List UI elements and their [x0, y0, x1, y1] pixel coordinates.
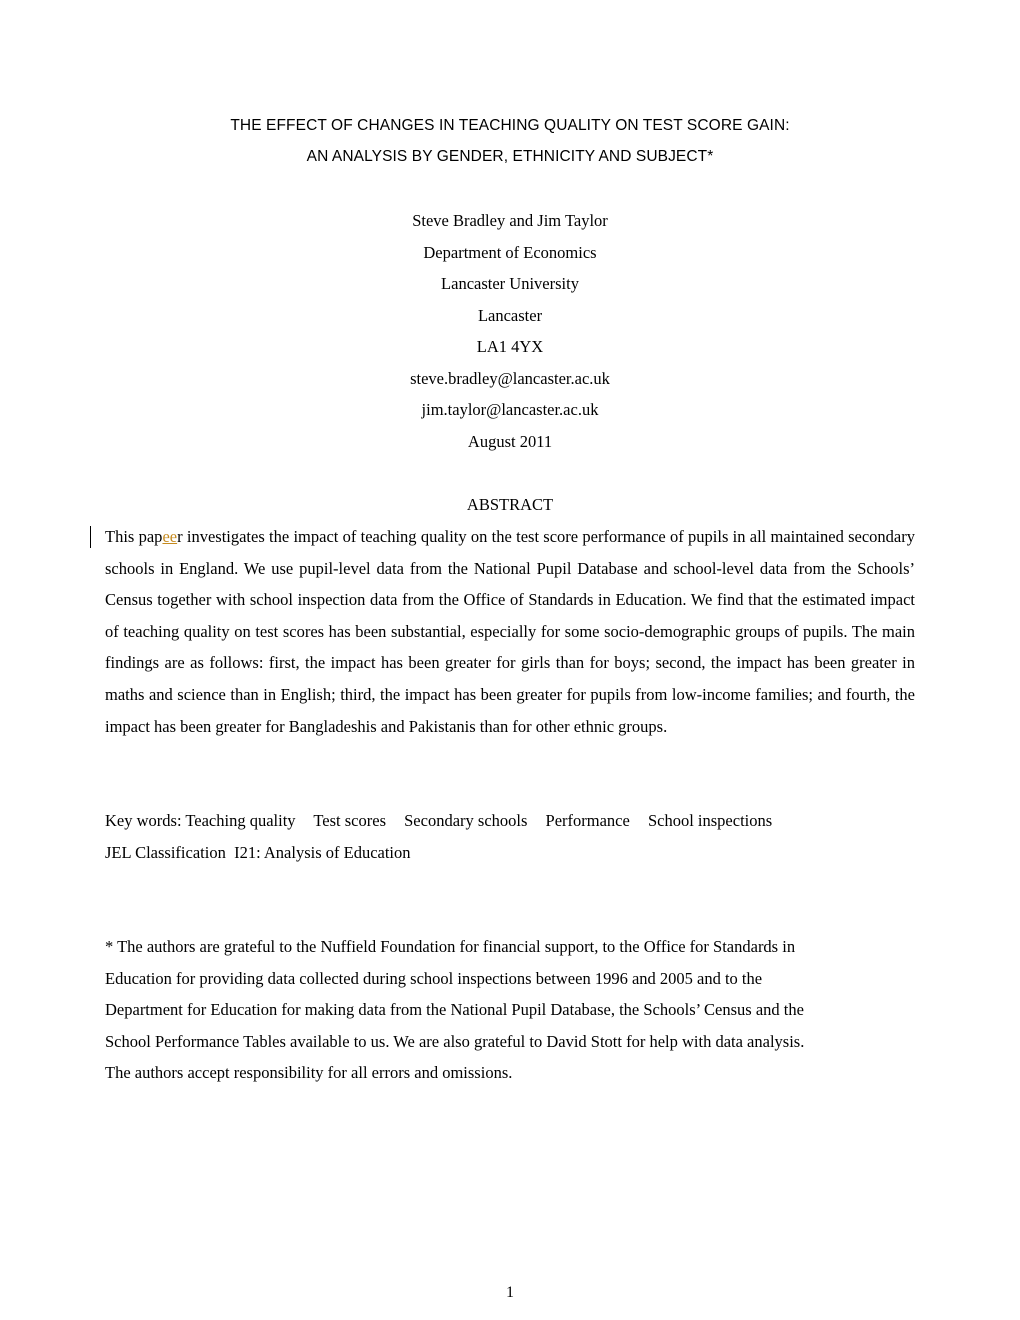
- paper-title-line-1: THE EFFECT OF CHANGES IN TEACHING QUALITY ON TEST SCORE GAIN:: [230, 117, 790, 134]
- jel-code: I21: Analysis of Education: [234, 843, 411, 862]
- keyword-item: School inspections: [647, 811, 773, 830]
- footnote-line: The authors accept responsibility for all errors and omissions.: [105, 1063, 513, 1083]
- revision-change-bar: [90, 526, 91, 548]
- author-email-bradley: steve.bradley@lancaster.ac.uk: [410, 369, 610, 388]
- paper-title-line-2: AN ANALYSIS BY GENDER, ETHNICITY AND SUBJECT*: [306, 148, 714, 165]
- abstract-text-rest: r investigates the impact of teaching quality on the test score performance of pupils in all maintained secondary schools in England. We use pupil-level data from the National Pupil Database and school-level data from the Schools’ Census together with school inspection data from the Office of Standards in Education. We find that the estimated impact of teaching quality on test scores has been substantial, especially for some socio-demographic groups of pupils. The main findings are as follows: first, the impact has been greater for girls than for boys; second, the impact has been greater in maths and science than in English; third, the impact has been greater for pupils from low-income families; and fourth, the impact has been greater for Bangladeshis and Pakistanis than for other ethnic groups.: [105, 527, 915, 736]
- footnote-line: Education for providing data collected during school inspections between 1996 and 2005 and to the: [105, 968, 763, 988]
- keyword-item: Secondary schools: [404, 811, 528, 830]
- author-names: Steve Bradley and Jim Taylor: [412, 211, 608, 230]
- keyword-item: Performance: [545, 811, 630, 830]
- keyword-item: Test scores: [313, 811, 386, 830]
- keywords-label: Key words:: [105, 811, 182, 830]
- author-department: Department of Economics: [423, 243, 597, 262]
- author-city: Lancaster: [477, 306, 543, 325]
- acknowledgement-footnote: [105, 931, 905, 1089]
- tracked-change-insertion: ee: [162, 527, 178, 546]
- abstract-heading: ABSTRACT: [466, 495, 554, 514]
- keywords-line: [105, 811, 772, 831]
- footnote-line: Department for Education for making data from the National Pupil Database, the Schools’ Census and the: [105, 1000, 804, 1020]
- jel-label: JEL Classification: [105, 843, 226, 862]
- author-email-taylor: jim.taylor@lancaster.ac.uk: [421, 400, 599, 419]
- keyword-item: Teaching quality: [185, 811, 296, 830]
- jel-classification-line: [105, 843, 411, 863]
- paper-date: August 2011: [467, 432, 553, 451]
- abstract-text-start: This pap: [105, 527, 163, 546]
- page-number: 1: [506, 1284, 514, 1301]
- footnote-line: * The authors are grateful to the Nuffield Foundation for financial support, to the Office for Standards in: [105, 937, 796, 956]
- author-university: Lancaster University: [441, 274, 579, 293]
- abstract-body: [105, 521, 915, 742]
- author-postcode: LA1 4YX: [476, 337, 544, 356]
- footnote-line: School Performance Tables available to us. We are also grateful to David Stott for help with data analysis.: [105, 1031, 805, 1051]
